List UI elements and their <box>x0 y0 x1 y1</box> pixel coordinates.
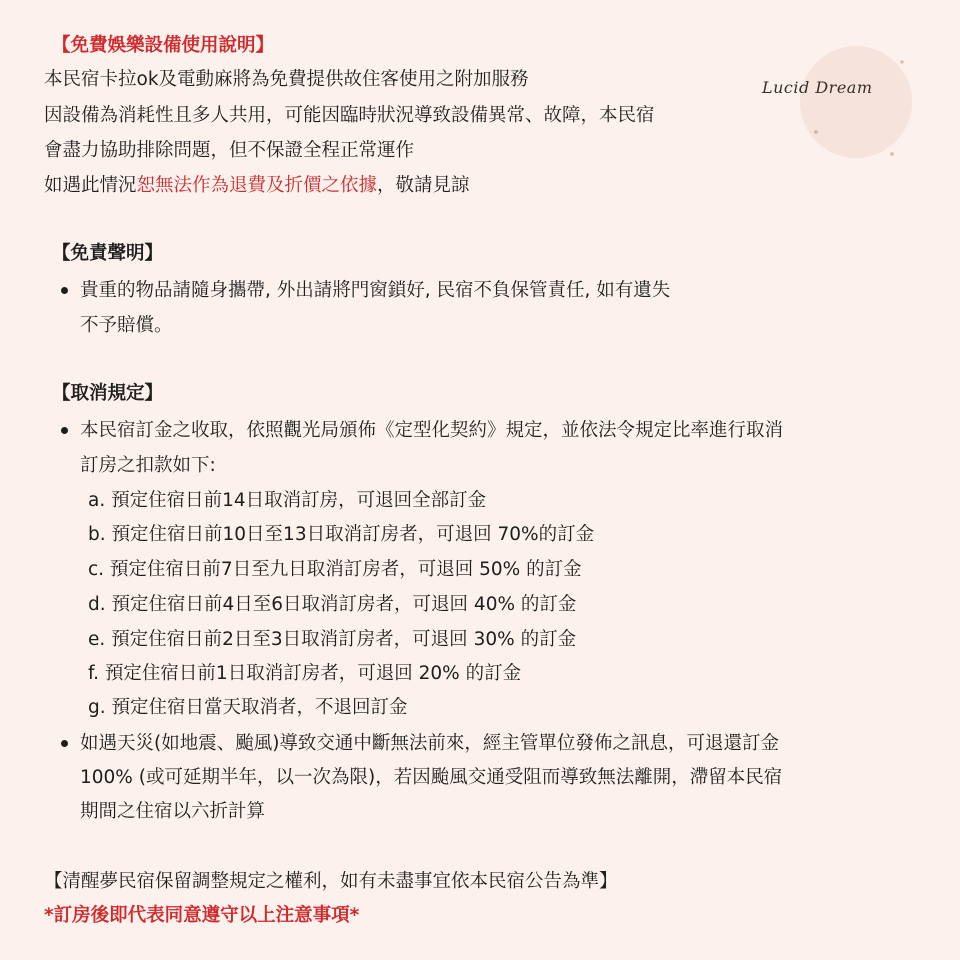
equipment-title: 【免費娛樂設備使用說明】 <box>52 35 275 56</box>
equipment-line-3: 會盡力協助排除問題，但不保證全程正常運作 <box>44 140 415 161</box>
disaster-line-3: 期間之住宿以六折計算 <box>80 801 266 822</box>
equipment-line-4 <box>44 173 470 199</box>
cancellation-rule-g: g. 預定住宿日當天取消者，不退回訂金 <box>88 697 408 718</box>
bullet-icon <box>61 287 68 294</box>
cancellation-title: 【取消規定】 <box>52 383 164 404</box>
disclaimer-item-line-1: 貴重的物品請隨身攜帶, 外出請將門窗鎖好, 民宿不負保管責任, 如有遺失 <box>80 280 671 301</box>
rights-notice: 【清醒夢民宿保留調整規定之權利，如有未盡事宜依本民宿公告為準】 <box>44 871 618 892</box>
disaster-line-2: 100% (或可延期半年，以一次為限)，若因颱風交通受阻而導致無法離開，滯留本民宿 <box>80 767 783 788</box>
cancellation-rule-b: b. 預定住宿日前10日至13日取消訂房者，可退回 70%的訂金 <box>88 524 595 545</box>
bullet-icon <box>61 740 68 747</box>
equipment-line-4-post: ，敬請見諒 <box>377 175 470 196</box>
agreement-notice: *訂房後即代表同意遵守以上注意事項* <box>44 905 360 926</box>
brand-logo <box>752 22 942 182</box>
cancellation-rule-e: e. 預定住宿日前2日至3日取消訂房者，可退回 30% 的訂金 <box>88 629 577 650</box>
cancellation-rule-d: d. 預定住宿日前4日至6日取消訂房者，可退回 40% 的訂金 <box>88 594 577 615</box>
moon-logo-icon <box>752 22 942 182</box>
cancellation-rule-c: c. 預定住宿日前7日至九日取消訂房者，可退回 50% 的訂金 <box>88 559 582 580</box>
cancellation-intro-line-1: 本民宿訂金之收取，依照觀光局頒佈《定型化契約》規定，並依法令規定比率進行取消 <box>80 420 784 441</box>
logo-text: Lucid Dream <box>762 78 873 97</box>
cancellation-intro-line-2: 訂房之扣款如下: <box>80 455 216 476</box>
cancellation-rule-f: f. 預定住宿日前1日取消訂房者，可退回 20% 的訂金 <box>88 663 522 684</box>
equipment-line-4-pre: 如遇此情況 <box>44 175 137 196</box>
cancellation-rule-a: a. 預定住宿日前14日取消訂房，可退回全部訂金 <box>88 490 487 511</box>
disaster-line-1: 如遇天災(如地震、颱風)導致交通中斷無法前來，經主管單位發佈之訊息，可退還訂金 <box>80 733 779 754</box>
equipment-line-2: 因設備為消耗性且多人共用，可能因臨時狀況導致設備異常、故障，本民宿 <box>44 105 655 126</box>
disclaimer-item-line-2: 不予賠償。 <box>80 315 173 336</box>
bullet-icon <box>61 427 68 434</box>
equipment-line-1: 本民宿卡拉ok及電動麻將為免費提供故住客使用之附加服務 <box>44 69 529 90</box>
disclaimer-title: 【免責聲明】 <box>52 243 164 264</box>
refund-warning: 恕無法作為退費及折價之依據 <box>136 175 378 196</box>
